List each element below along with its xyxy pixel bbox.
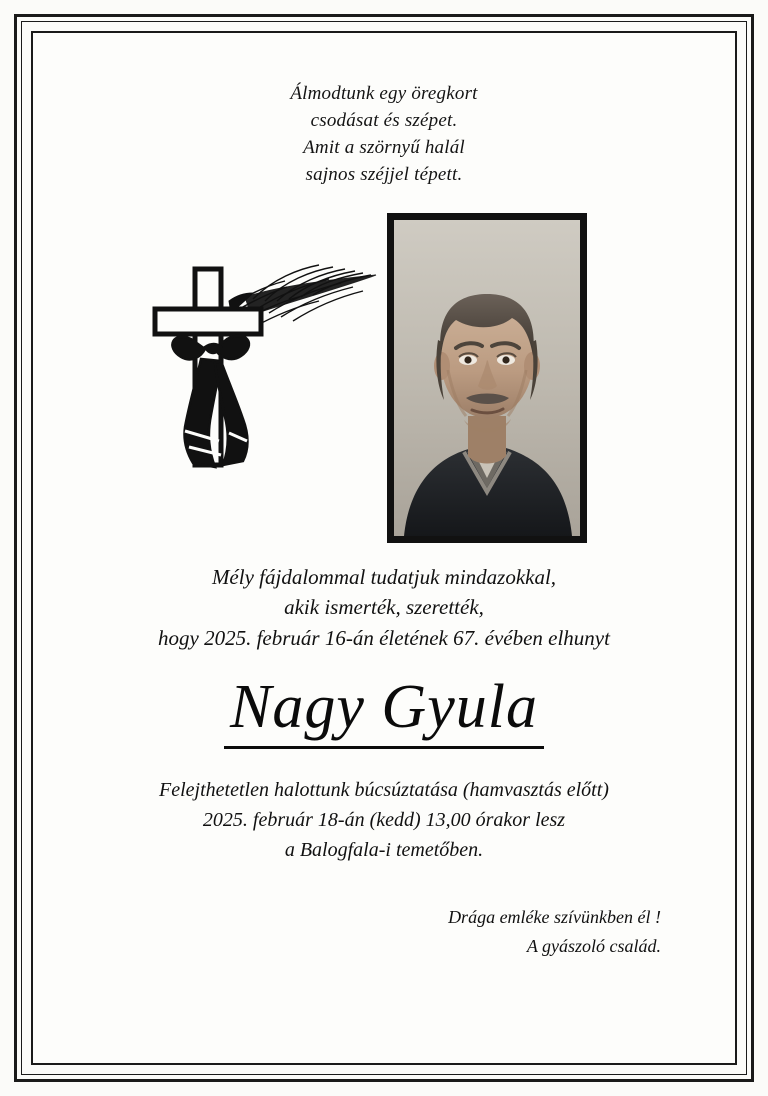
death-announcement — [37, 562, 731, 653]
cross-with-palm-icon — [133, 235, 378, 495]
verse-line: Álmodtunk egy öregkort — [290, 83, 478, 104]
avatar — [394, 220, 580, 536]
verse-line: sajnos széjjel tépett. — [305, 163, 463, 185]
closing-message — [37, 903, 731, 961]
deceased-name-block — [37, 675, 731, 749]
deceased-name: Nagy Gyula — [224, 675, 544, 749]
closing-line: Drága emléke szívünkben él ! — [448, 907, 661, 928]
verse-line: csodásat és szépet. — [310, 109, 458, 131]
portrait-frame — [387, 213, 587, 543]
closing-line: A gyászoló család. — [526, 936, 661, 957]
funeral-line: 2025. február 18-án (kedd) 13,00 órakor lesz — [202, 809, 566, 832]
memorial-verse — [37, 81, 731, 189]
emblem-and-portrait-row — [37, 207, 731, 552]
funeral-line: Felejthetetlen halottunk búcsúztatása (hamvasztás előtt) — [159, 779, 609, 802]
funeral-line: a Balogfala-i temetőben. — [284, 839, 484, 862]
announcement-line: Mély fájdalommal tudatjuk mindazokkal, — [211, 564, 557, 589]
verse-line: Amit a szörnyű halál — [303, 136, 465, 158]
notice-content — [37, 37, 731, 1059]
announcement-line: hogy 2025. február 16-án életének 67. évében elhunyt — [158, 625, 610, 650]
funeral-details — [37, 775, 731, 865]
announcement-line: akik ismerték, szerették, — [284, 595, 484, 620]
